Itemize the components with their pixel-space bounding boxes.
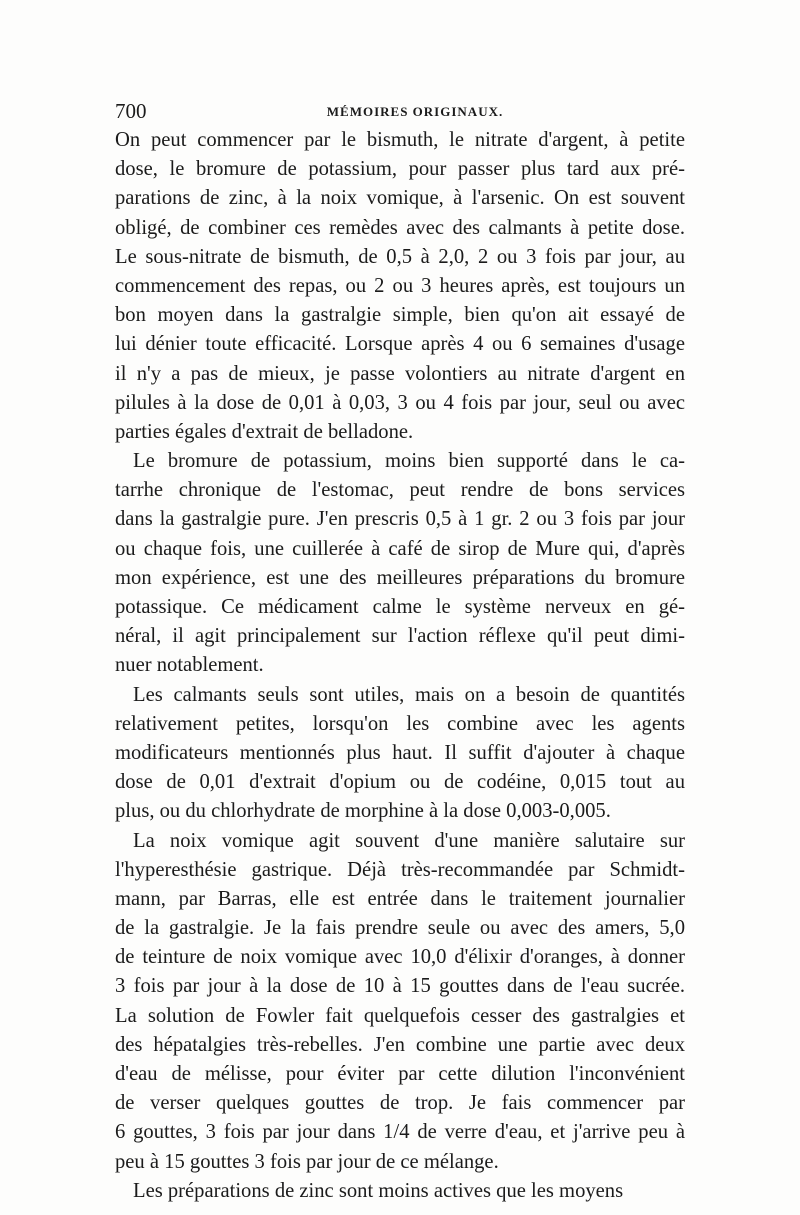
text-line: dose de 0,01 d'extrait d'opium ou de codéine, 0,015 tout au	[115, 771, 685, 794]
text-line: Les préparations de zinc sont moins actives que les moyens	[133, 1179, 624, 1202]
text-line: ou chaque fois, une cuillerée à café de sirop de Mure qui, d'après	[115, 537, 685, 560]
text-line: 6 gouttes, 3 fois par jour dans 1/4 de verre d'eau, et j'arrive peu à	[115, 1121, 685, 1144]
paragraph	[115, 681, 685, 827]
text-line: nuer notablement.	[115, 654, 264, 677]
text-line: il n'y a pas de mieux, je passe volontiers au nitrate d'argent en	[115, 362, 685, 385]
text-line: de la gastralgie. Je la fais prendre seule ou avec des amers, 5,0	[115, 917, 685, 940]
text-line: mann, par Barras, elle est entrée dans le traitement journalier	[115, 887, 685, 910]
text-line: Les calmants seuls sont utiles, mais on a besoin de quantités	[133, 683, 685, 706]
paragraph	[115, 447, 685, 681]
text-line: pilules à la dose de 0,01 à 0,03, 3 ou 4 fois par jour, seul ou avec	[115, 391, 685, 414]
page-number: 700	[115, 99, 147, 123]
text-line: lui dénier toute efficacité. Lorsque après 4 ou 6 semaines d'usage	[115, 333, 685, 356]
body-text	[115, 126, 685, 1206]
text-line: parties égales d'extrait de belladone.	[115, 420, 414, 443]
text-line: plus, ou du chlorhydrate de morphine à la dose 0,003-0,005.	[115, 800, 611, 823]
text-line: peu à 15 gouttes 3 fois par jour de ce mélange.	[115, 1150, 499, 1173]
text-line: bon moyen dans la gastralgie simple, bien qu'on ait essayé de	[115, 304, 685, 327]
text-line: dose, le bromure de potassium, pour passer plus tard aux pré-	[115, 158, 685, 181]
text-line: Le bromure de potassium, moins bien supporté dans le ca-	[133, 450, 685, 473]
text-line: commencement des repas, ou 2 ou 3 heures après, est toujours un	[115, 274, 685, 297]
text-line: l'hyperesthésie gastrique. Déjà très-recommandée par Schmidt-	[115, 858, 685, 881]
text-line: de teinture de noix vomique avec 10,0 d'élixir d'oranges, à donner	[115, 946, 685, 969]
text-line: de verser quelques gouttes de trop. Je fais commencer par	[115, 1092, 685, 1115]
text-line: Le sous-nitrate de bismuth, de 0,5 à 2,0, 2 ou 3 fois par jour, au	[115, 245, 685, 268]
text-line: d'eau de mélisse, pour éviter par cette dilution l'inconvénient	[115, 1063, 685, 1085]
text-line: dans la gastralgie pure. J'en prescris 0,5 à 1 gr. 2 ou 3 fois par jour	[115, 508, 685, 531]
text-line: parations de zinc, à la noix vomique, à l'arsenic. On est souvent	[115, 187, 685, 210]
text-line: On peut commencer par le bismuth, le nitrate d'argent, à petite	[115, 129, 685, 151]
text-line: mon expérience, est une des meilleures préparations du bromure	[115, 566, 685, 589]
text-line: potassique. Ce médicament calme le système nerveux en gé-	[115, 596, 685, 618]
text-line: néral, il agit principalement sur l'action réflexe qu'il peut dimi-	[115, 625, 685, 648]
text-line: relativement petites, lorsqu'on les combine avec les agents	[115, 712, 685, 735]
paragraph	[115, 1177, 685, 1206]
paragraph	[115, 827, 685, 1177]
text-line: La solution de Fowler fait quelquefois cesser des gastralgies et	[115, 1004, 685, 1027]
text-line: tarrhe chronique de l'estomac, peut rendre de bons services	[115, 479, 685, 502]
text-line: La noix vomique agit souvent d'une manière salutaire sur	[133, 829, 685, 852]
text-line: modificateurs mentionnés plus haut. Il suffit d'ajouter à chaque	[115, 741, 685, 764]
paragraph	[115, 126, 685, 447]
page-header	[115, 96, 685, 126]
text-line: des hépatalgies très-rebelles. J'en combine une partie avec deux	[115, 1033, 685, 1056]
text-line: 3 fois par jour à la dose de 10 à 15 gouttes dans de l'eau sucrée.	[115, 975, 685, 998]
text-line: obligé, de combiner ces remèdes avec des calmants à petite dose.	[115, 216, 685, 239]
running-title: MÉMOIRES ORIGINAUX.	[326, 104, 504, 119]
